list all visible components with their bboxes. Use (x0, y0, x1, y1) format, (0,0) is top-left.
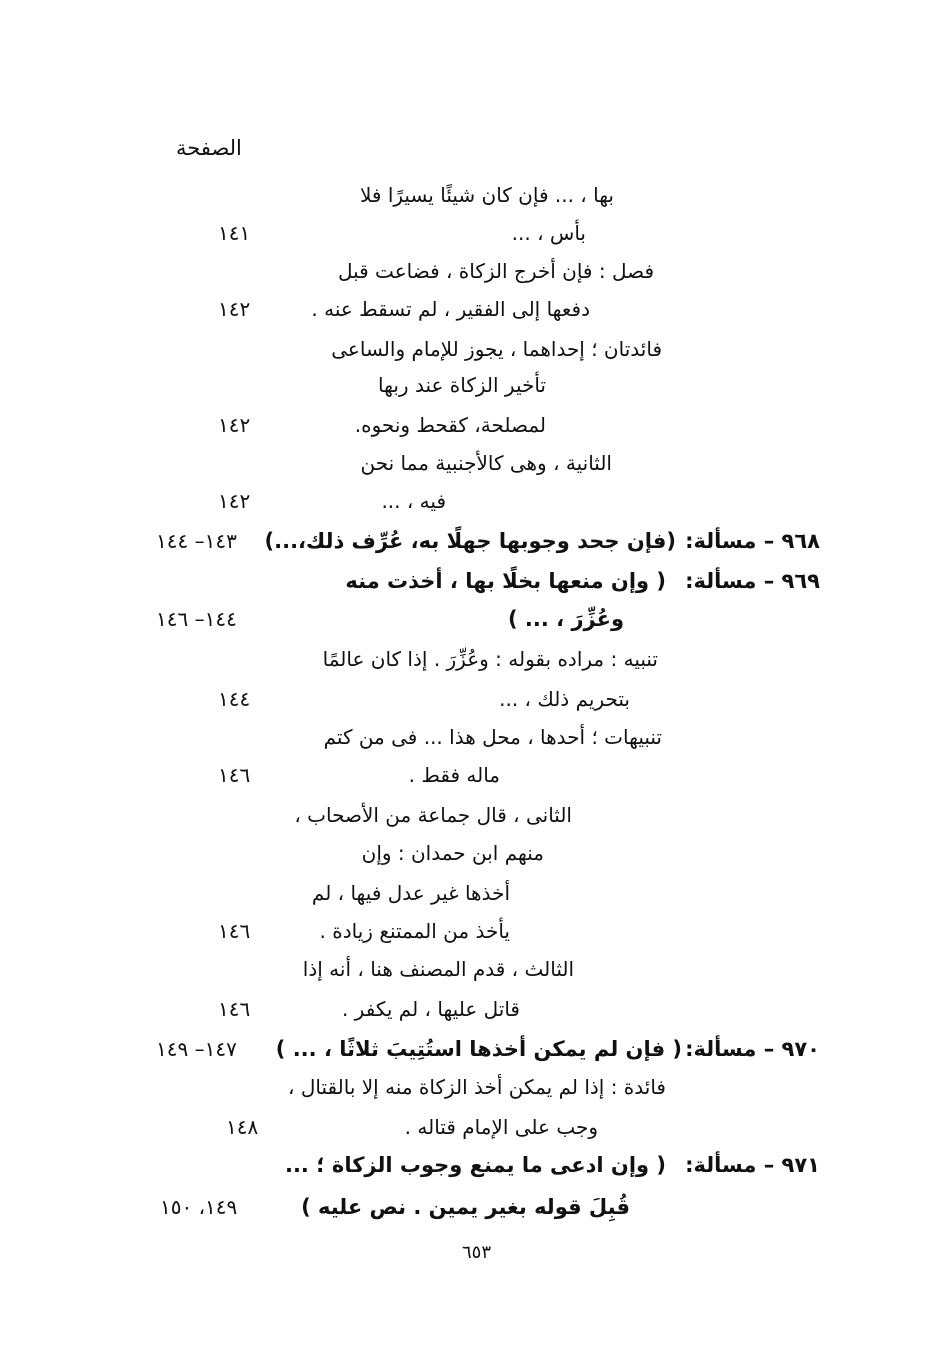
entry-text: بأس ، ... (511, 221, 586, 245)
entry-text: الثالث ، قدم المصنف هنا ، أنه إذا (302, 957, 574, 981)
entry-pages: ١٤٤ (218, 687, 251, 711)
index-entry (0, 1108, 944, 1146)
index-entry (0, 990, 944, 1028)
index-entry (0, 834, 944, 872)
index-entry (0, 600, 944, 638)
index-entry (0, 406, 944, 444)
entry-text: دفعها إلى الفقير ، لم تسقط عنه . (311, 297, 590, 321)
entry-text: فائدتان ؛ إحداهما ، يجوز للإمام والساعى (331, 337, 662, 361)
index-entry (0, 252, 944, 290)
entry-pages: ١٤٤– ١٤٦ (156, 607, 237, 631)
entry-text: وعُزِّرَ ، ... ) (508, 607, 624, 631)
index-entry (0, 912, 944, 950)
entry-text: تأخير الزكاة عند ربها (378, 373, 546, 397)
index-entry (0, 640, 944, 678)
index-entry (0, 366, 944, 404)
index-entry (0, 330, 944, 368)
entry-text: الثانية ، وهى كالأجنبية مما نحن (360, 451, 612, 475)
index-entry (0, 796, 944, 834)
index-entry (0, 482, 944, 520)
entry-text: أخذها غير عدل فيها ، لم (311, 881, 510, 905)
index-entry (0, 176, 944, 214)
page-number: ٦٥٣ (462, 1242, 492, 1263)
entry-pages: ١٤٢ (218, 489, 251, 513)
entry-pages: ١٤٨ (226, 1115, 259, 1139)
entry-pages: ١٤٦ (218, 763, 251, 787)
entry-text: الثانى ، قال جماعة من الأصحاب ، (294, 803, 572, 827)
entry-text: تنبيه : مراده بقوله : وعُزِّرَ . إذا كان عالمًا (322, 647, 658, 671)
index-entry (0, 290, 944, 328)
entry-pages: ١٤٧– ١٤٩ (156, 1037, 237, 1061)
entry-label: ٩٧٠ – مسألة: (685, 1037, 820, 1061)
entry-pages: ١٤٢ (218, 413, 251, 437)
entry-text: فيه ، ... (381, 489, 446, 513)
entry-text: ( فإن لم يمكن أخذها استُتِيبَ ثلاثًا ، ... ) (275, 1037, 682, 1061)
entry-text: ( وإن ادعى ما يمنع وجوب الزكاة ؛ ... (284, 1153, 666, 1177)
entry-pages: ١٤٦ (218, 997, 251, 1021)
entry-label: ٩٧١ – مسألة: (685, 1153, 820, 1177)
index-entry (0, 1146, 944, 1184)
index-entry (0, 1030, 944, 1068)
entry-pages: ١٤١ (218, 221, 251, 245)
index-entry (0, 1068, 944, 1106)
entry-text: قُبِلَ قوله بغير يمين . نص عليه ) (301, 1195, 630, 1219)
entry-text: منهم ابن حمدان : وإن (361, 841, 544, 865)
entry-text: ماله فقط . (408, 763, 500, 787)
entry-text: فصل : فإن أخرج الزكاة ، فضاعت قبل (337, 259, 654, 283)
entry-text: قاتل عليها ، لم يكفر . (341, 997, 520, 1021)
entry-pages: ١٤٢ (218, 297, 251, 321)
page-column-heading: الصفحة (176, 136, 242, 160)
entry-text: ( وإن منعها بخلًا بها ، أخذت منه (345, 569, 666, 593)
index-entry (0, 562, 944, 600)
entry-text: بتحريم ذلك ، ... (499, 687, 630, 711)
index-entry (0, 214, 944, 252)
entry-text: تنبيهات ؛ أحدها ، محل هذا ... فى من كتم (323, 725, 662, 749)
entry-text: وجب على الإمام قتاله . (404, 1115, 598, 1139)
index-entry (0, 756, 944, 794)
entry-text: فائدة : إذا لم يمكن أخذ الزكاة منه إلا بالقتال ، (288, 1075, 666, 1099)
entry-pages: ١٤٣– ١٤٤ (156, 529, 237, 553)
entry-pages: ١٤٩، ١٥٠ (160, 1195, 238, 1219)
entry-pages: ١٤٦ (218, 919, 251, 943)
index-entry (0, 680, 944, 718)
entry-text: بها ، ... فإن كان شيئًا يسيرًا فلا (359, 183, 614, 207)
entry-label: ٩٦٩ – مسألة: (685, 569, 820, 593)
index-entry (0, 444, 944, 482)
index-entry (0, 874, 944, 912)
entry-text: لمصلحة، كقحط ونحوه. (354, 413, 546, 437)
index-entry (0, 522, 944, 560)
index-entry (0, 1188, 944, 1226)
index-entry (0, 718, 944, 756)
index-entry (0, 950, 944, 988)
entry-label: ٩٦٨ – مسألة: (685, 529, 820, 553)
entry-text: (فإن جحد وجوبها جهلًا به، عُرِّف ذلك،...) (264, 529, 676, 553)
entry-text: يأخذ من الممتنع زيادة . (319, 919, 510, 943)
